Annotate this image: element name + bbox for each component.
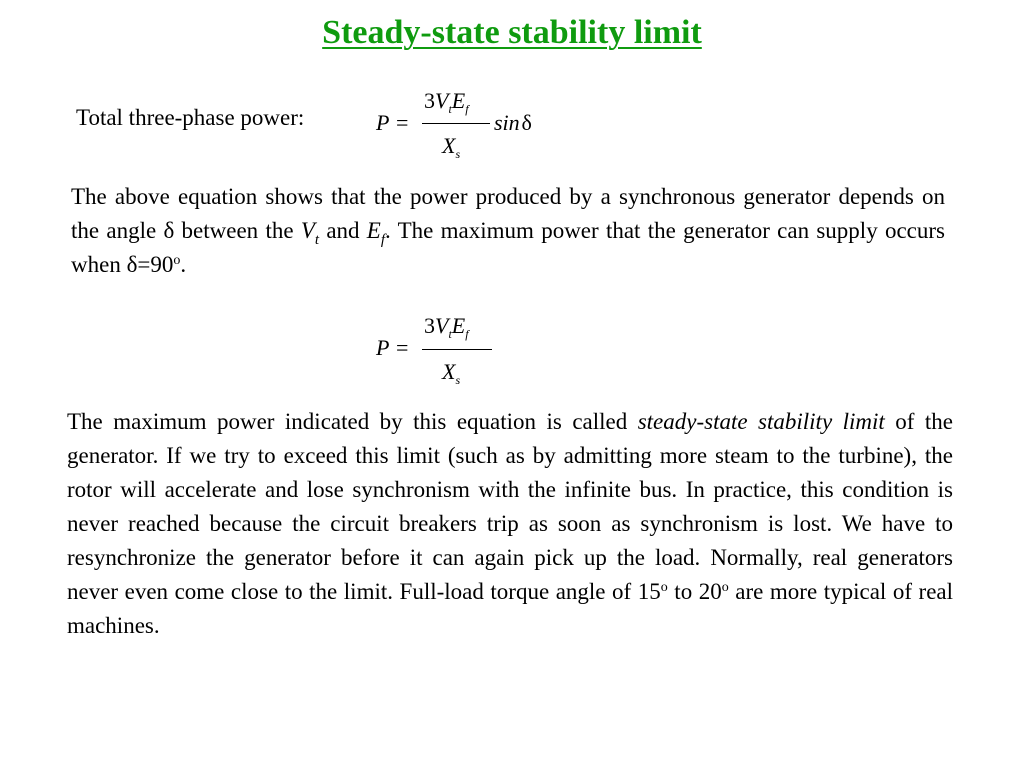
eq2-denominator: $X_s$ <box>442 359 461 387</box>
eq1-denominator: $X_s$ <box>442 133 461 161</box>
power-equation-with-sin <box>376 88 576 168</box>
paragraph-stability-limit: The maximum power indicated by this equation is called steady-state stability limit of the generator. If we try to exceed this limit (such as by admitting more steam to the turbine), the rotor will accelerate and lose synchronism with the infinite bus. In practice, this condition is never reached because the circuit breakers trip as soon as synchronism is lost. We have to resynchronize the generator before it can again pick up the load. Normally, real generators never even come close to the limit. Full-load torque angle of 15$^o$ to 20$^o$ are more typical of real machines. <box>67 409 954 638</box>
eq1-lhs: P <box>376 110 390 135</box>
paragraph-power-angle: The above equation shows that the power produced by a synchronous generator depends on the angle δ between the $V_t$ and $E_f$. The maximum power that the generator can supply occurs when $\delta=90^o$. <box>71 184 945 277</box>
eq1-numerator: $3V_tE_f$ <box>424 88 469 116</box>
eq1-equals: = <box>396 110 409 135</box>
total-power-label: Total three-phase power: <box>76 105 305 130</box>
eq2-numerator: $3V_tE_f$ <box>424 313 469 341</box>
eq2-equals: = <box>396 335 409 360</box>
slide-title: Steady-state stability limit <box>322 14 702 51</box>
eq1-sin-delta: sin δ <box>494 110 532 135</box>
eq1-fraction-bar <box>422 123 490 124</box>
max-power-equation <box>376 313 516 393</box>
eq2-lhs: P <box>376 335 390 360</box>
eq2-fraction-bar <box>422 349 492 350</box>
